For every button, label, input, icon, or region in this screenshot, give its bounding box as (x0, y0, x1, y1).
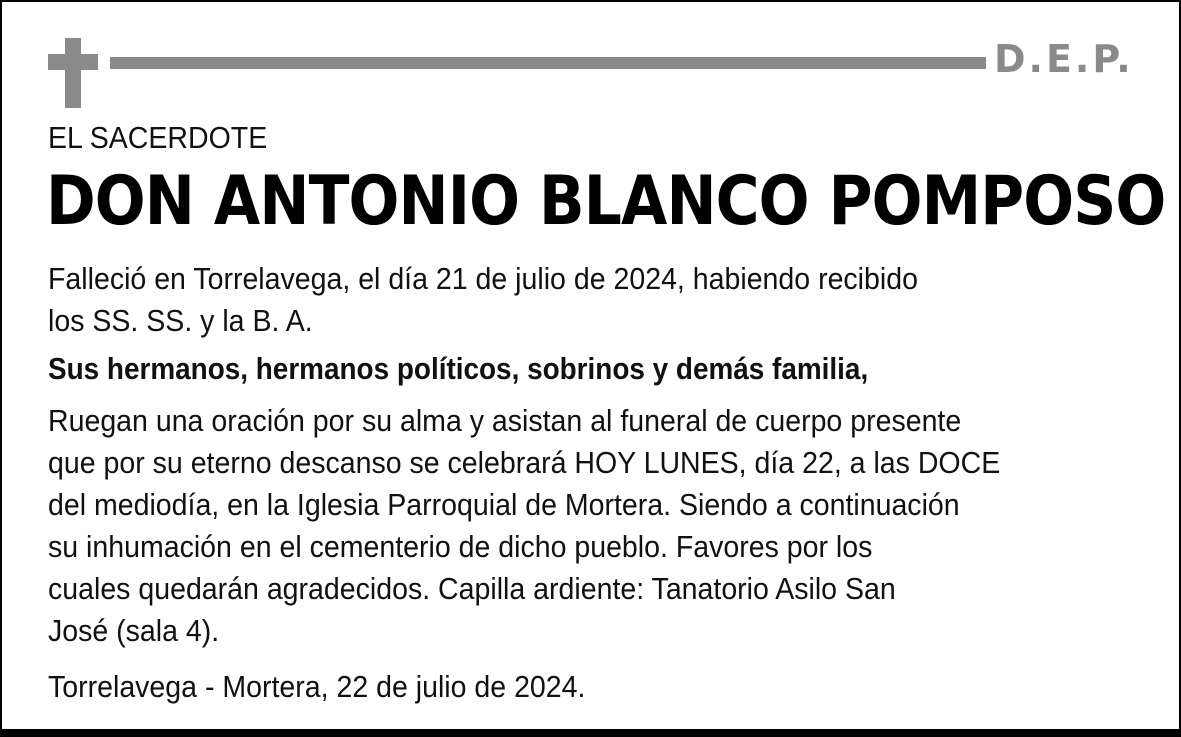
cross-horizontal-bar (48, 54, 98, 70)
service-line: del mediodía, en la Iglesia Parroquial de Mortera. Siendo a continuación (48, 487, 960, 522)
service-line: que por su eterno descanso se celebrará HOY LUNES, día 22, a las DOCE (48, 445, 1001, 480)
deceased-name: DON ANTONIO BLANCO POMPOSO (46, 162, 1166, 241)
header-rule (110, 57, 986, 69)
place-date: Torrelavega - Mortera, 22 de julio de 2024. (48, 669, 586, 704)
service-line: José (sala 4). (48, 613, 220, 648)
title-prefix: EL SACERDOTE (48, 120, 268, 155)
death-paragraph (48, 258, 1134, 342)
family-line: Sus hermanos, hermanos políticos, sobrinos y demás familia, (48, 351, 869, 386)
service-paragraph (48, 400, 1134, 652)
service-line: su inhumación en el cementerio de dicho pueblo. Favores por los (48, 529, 873, 564)
dep-label: D.E.P. (994, 37, 1134, 81)
death-line: Falleció en Torrelavega, el día 21 de julio de 2024, habiendo recibido (48, 261, 918, 296)
latin-cross-icon (48, 38, 98, 108)
service-line: cuales quedarán agradecidos. Capilla ardiente: Tanatorio Asilo San (48, 571, 896, 606)
cross-vertical-bar (65, 38, 81, 108)
service-line: Ruegan una oración por su alma y asistan al funeral de cuerpo presente (48, 403, 962, 438)
death-line: los SS. SS. y la B. A. (48, 303, 313, 338)
